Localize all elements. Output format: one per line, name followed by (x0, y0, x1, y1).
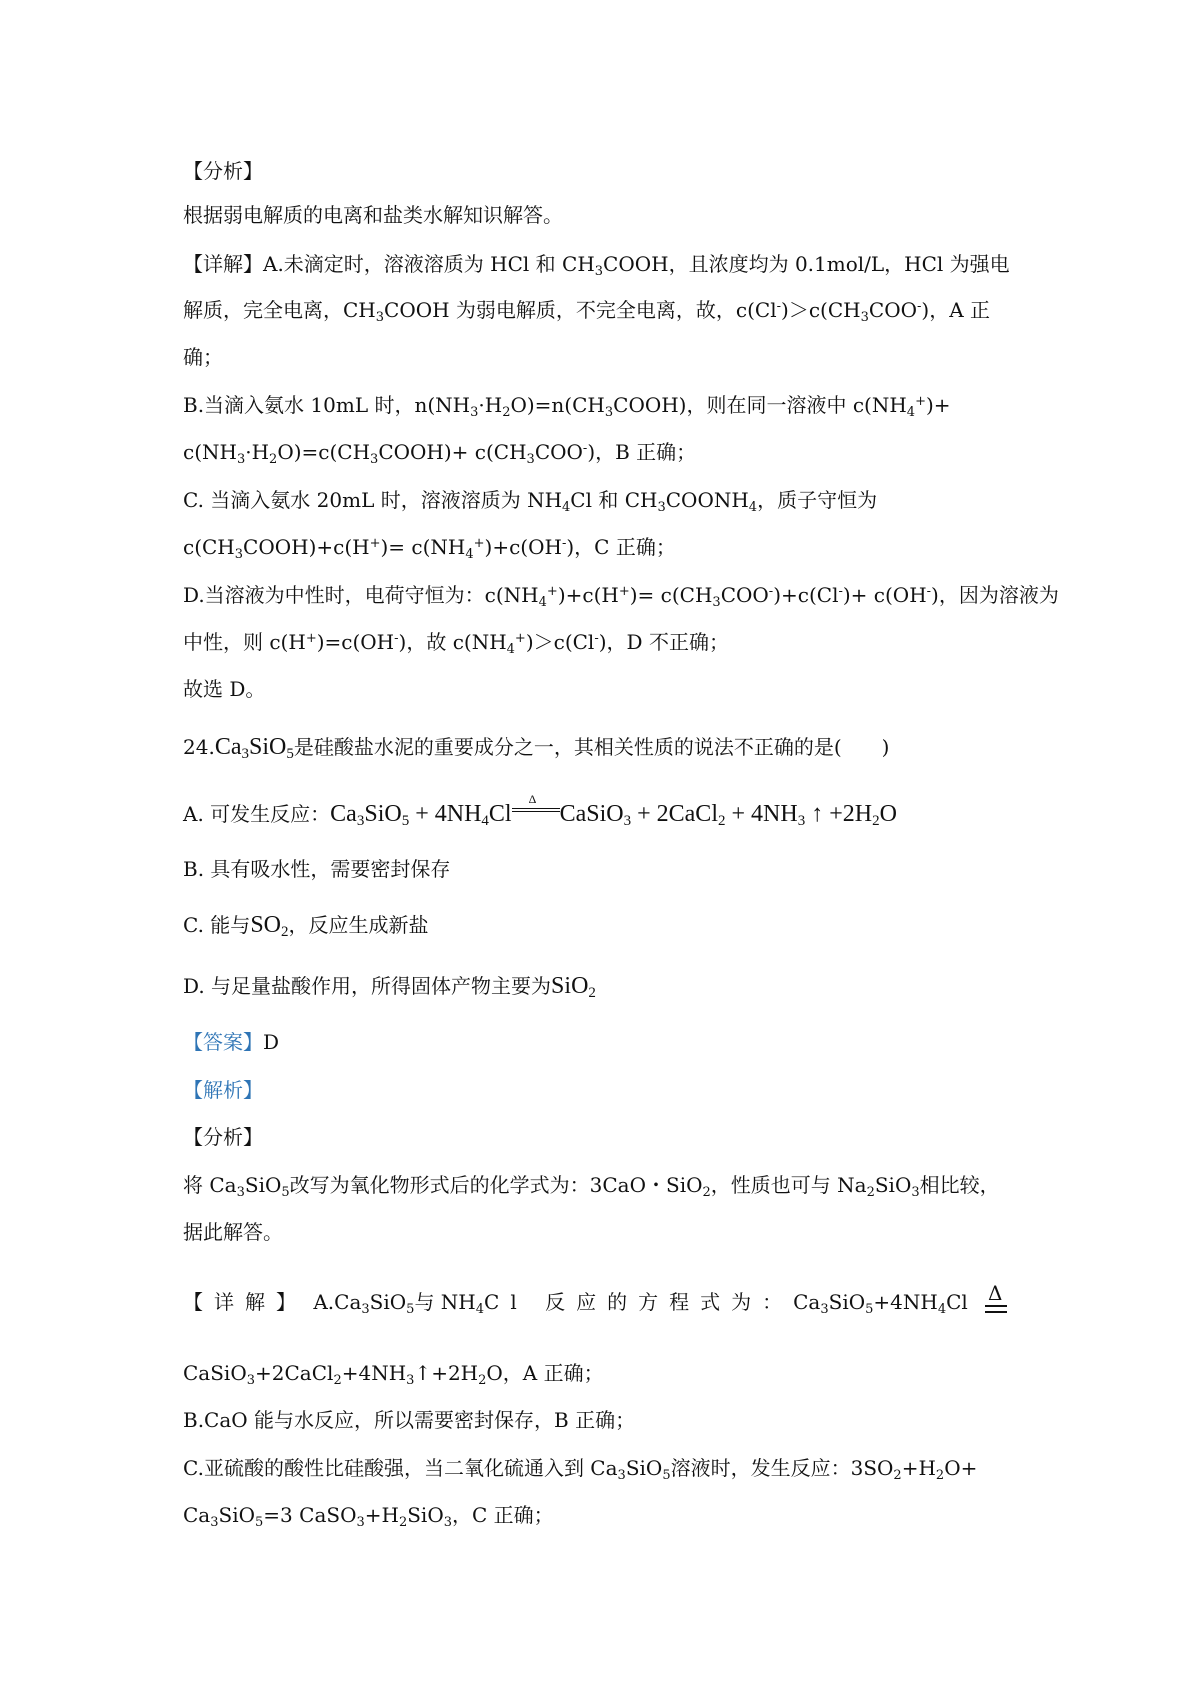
reaction-equation: $Ca_3SiO_5 + 4NH_4Cl$ Δ CaSiO$_3$ + 2CaCl$_2$ + $4NH_3$ ↑ $+2H_2O$ (330, 792, 897, 829)
answer-line (183, 1030, 279, 1054)
option-b: B. 具有吸水性，需要密封保存 (183, 857, 451, 881)
detail-line-b1: B.当滴入氨水 10mL 时，$n(NH_3\cdot H_2O)=n(CH_3COOH)$，则在同一溶液中 $c(NH_4^+)+$ (183, 393, 951, 420)
detail-heading: 【详解】 (183, 252, 263, 276)
heating-condition-icon: Δ (512, 799, 560, 819)
analysis-heading: 【分析】 (183, 159, 263, 183)
detail-heading-24: 【详解】 (183, 1290, 307, 1314)
heating-condition-icon: Δ (985, 1283, 1007, 1317)
option-a: A. 可发生反应：$Ca_3SiO_5 + 4NH_4Cl$ Δ CaSiO$_3$ + 2CaCl$_2$ + $4NH_3$ ↑ $+2H_2O$ (183, 792, 897, 829)
conclusion: 故选 D。 (183, 677, 266, 701)
detail-line-a3: 确； (183, 345, 223, 369)
detail-24-line-b: B.CaO 能与水反应，所以需要密封保存，B 正确； (183, 1408, 636, 1432)
detail-line-c1: C. 当滴入氨水 20mL 时，溶液溶质为 $NH_4Cl$ 和 $CH_3COONH_4$，质子守恒为 (183, 488, 878, 515)
answer-heading: 【答案】 (183, 1030, 263, 1054)
stem-formula: $Ca_3SiO_5$ (214, 734, 294, 762)
analysis-heading-24: 【分析】 (183, 1125, 263, 1149)
detail-24-line-a2: $CaSiO_3+2CaCl_2+4NH_3↑+2H_2O$，A 正确； (183, 1361, 604, 1388)
detail-24-line-c2: $Ca_3SiO_5=3$ $CaSO_3+H_2SiO_3$，C 正确； (183, 1503, 554, 1530)
detail-24-line-c1: C.亚硫酸的酸性比硅酸强，当二氧化硫通入到 $Ca_3SiO_5$溶液时，发生反应：$3SO_2+H_2O+$ (183, 1456, 978, 1483)
analysis-text: 根据弱电解质的电离和盐类水解知识解答。 (183, 203, 563, 227)
option-c: C. 能与$SO_2$，反应生成新盐 (183, 912, 429, 940)
detail-line-b2: $c(NH_3\cdot H_2O)=c(CH_3COOH)+ c(CH_3COO^-)$，B 正确； (183, 440, 697, 467)
detail-line-c2: $c(CH_3COOH)+c(H^+)= c(NH_4^+)+c(OH^-)$，C 正确； (183, 535, 676, 562)
analysis-24-line2: 据此解答。 (183, 1220, 283, 1244)
so2-formula: $SO_2$ (250, 912, 289, 940)
detail-24-line-a1: 【详解】 $A.Ca_3SiO_5$与 $NH_4Cl$ 反应的方程式为：$Ca_3SiO_5+4NH_4Cl$ (183, 1290, 968, 1317)
question-24-stem: $24.Ca_3SiO_5$是硅酸盐水泥的重要成分之一，其相关性质的说法不正确的是( ) (183, 734, 890, 762)
explanation-heading: 【解析】 (183, 1078, 263, 1102)
detail-line-a: 【详解】A.未滴定时，溶液溶质为 HCl 和 $CH_3COOH$，且浓度均为 0.1mol/L，HCl 为强电 (183, 252, 1010, 279)
detail-line-d1: D.当溶液为中性时，电荷守恒为：$c(NH_4^+)+c(H^+)= c(CH_3COO^-)+c(Cl^-)+ c(OH^-)$，因为溶液为 (183, 583, 1059, 610)
option-d: D. 与足量盐酸作用，所得固体产物主要为SiO$_2$ (183, 973, 596, 1001)
detail-line-a2: 解质，完全电离，$CH_3COOH$ 为弱电解质，不完全电离，故，$c(Cl^-)>c(CH_3COO^-)$，A 正 (183, 298, 991, 325)
sio2-formula: SiO$_2$ (551, 973, 596, 1001)
analysis-24-line1: 将 $Ca_3SiO_5$改写为氧化物形式后的化学式为：3CaO・SiO$_2$，性质也可与 $Na_2SiO_3$相比较， (183, 1173, 1000, 1200)
detail-line-d2: 中性，则 c(H+)=c(OH-)，故 $c(NH_4^+)>c(Cl^-)$，D 不正确； (183, 630, 729, 657)
question-number: 24. (183, 735, 215, 759)
answer-value: D (263, 1030, 280, 1054)
